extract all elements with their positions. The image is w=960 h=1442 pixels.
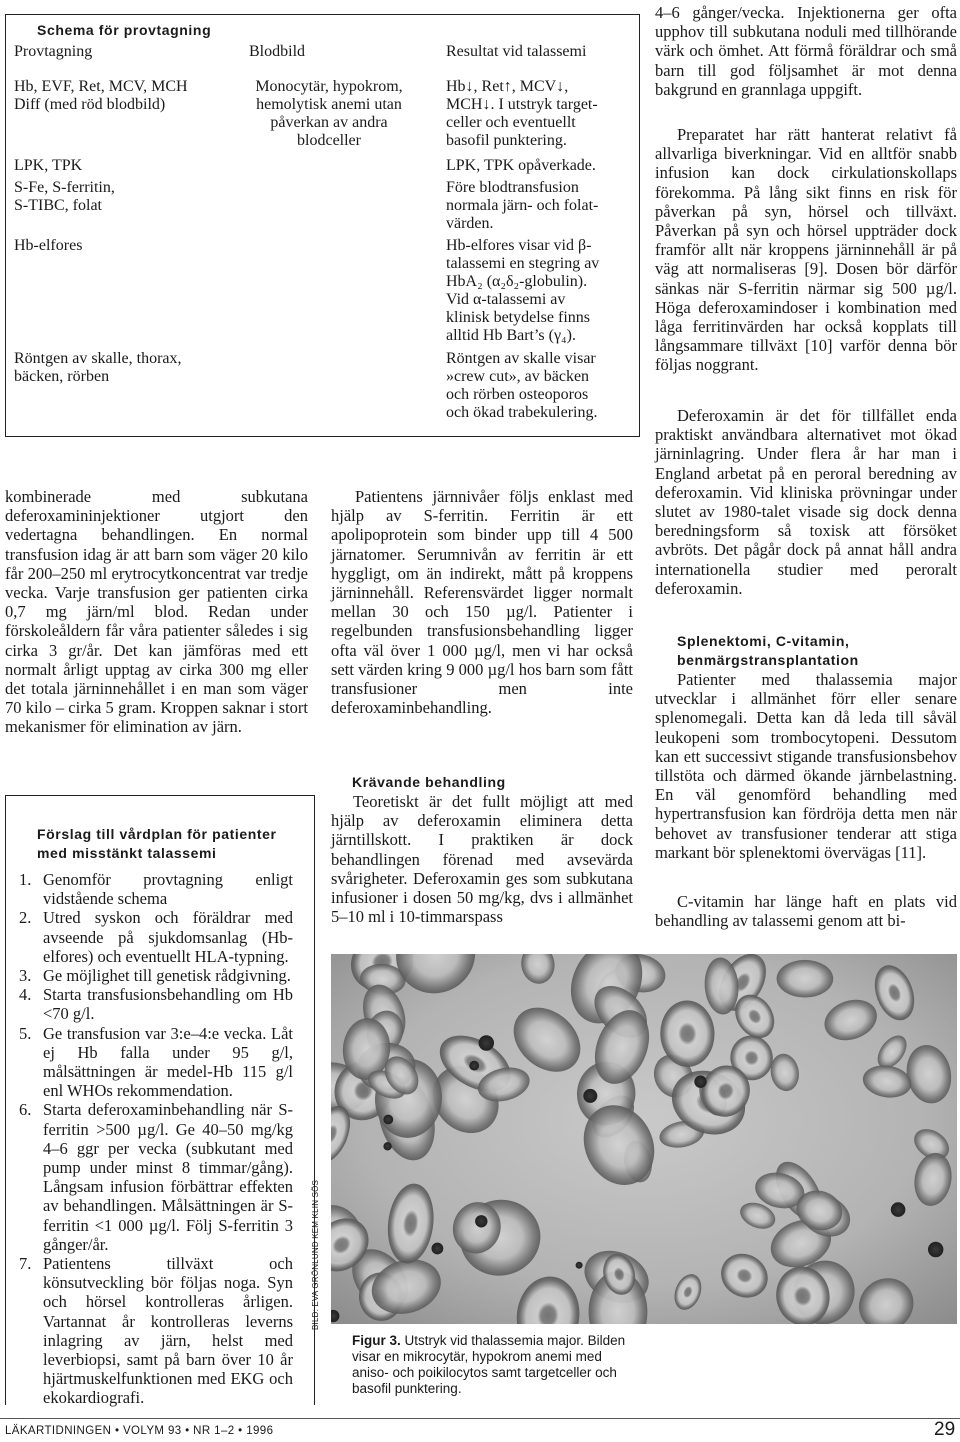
item-number: 2. (19, 908, 32, 928)
item-text: Ge möjlighet till genetisk rådgivning. (43, 966, 291, 986)
body-paragraph: 4–6 gånger/vecka. Injektionerna ger ofta upphov till subkutana noduli med tillhörande värk och ömhet. Att förmå föräldrar och små barn till god följsamhet är mot denna bakgrund en grannlaga uppgift. (655, 3, 957, 99)
table-cell: Före blodtransfusion (446, 179, 579, 196)
schema-row-test (14, 157, 82, 175)
table-cell: Vid α-talassemi av (446, 291, 566, 308)
table-cell: Hb-elfores (14, 237, 83, 254)
table-cell: Hb-elfores visar vid β- (446, 237, 592, 254)
table-cell: talassemi en stegring av (446, 255, 600, 272)
body-paragraph: Deferoxamin är det för tillfället enda praktiskt användbara alternativet mot ökad järninlagring. Under flera år har man i England arbetat på en peroral beredning av deferoxamin. Vid kliniska prövningar under slutet av 1980-talet visade sig dock denna beredningsform så toxisk att försöket avbröts. Det pågår dock på annat håll andra internationella studier med peroralt deferoxamin. (655, 406, 957, 598)
schema-row-result (446, 157, 596, 175)
item-text: Genomför provtagning enligt vidstående schema (43, 870, 293, 909)
table-cell: »crew cut», av bäcken (446, 368, 590, 385)
footer-rule (0, 1418, 960, 1419)
schema-row-test (14, 179, 115, 215)
section-heading: Splenektomi, C-vitamin, benmärgstransplantation (677, 633, 859, 668)
table-cell: Hb↓, Ret↑, MCV↓, (446, 78, 569, 95)
table-cell: blodceller (297, 132, 361, 149)
item-number: 4. (19, 985, 32, 1005)
list-item (19, 1254, 293, 1408)
section-heading: Krävande behandling (352, 774, 506, 790)
list-item (19, 870, 293, 908)
table-cell: celler och eventuellt (446, 114, 576, 131)
table-cell: bäcken, rörben (14, 368, 110, 385)
schema-header-blodbild: Blodbild (249, 43, 306, 60)
table-cell: S-Fe, S-ferritin, (14, 179, 115, 196)
blood-smear-image (331, 954, 957, 1324)
table-cell: och rörben osteoporos (446, 386, 589, 403)
schema-row-result (446, 179, 598, 233)
table-cell: HbA₂ (α₂δ₂-globulin). (446, 273, 588, 290)
basophilic-stippling-dot (576, 1262, 583, 1269)
item-text: Utred syskon och föräldrar med avseende på sjukdomsanlag (Hb-elfores) och eventuellt HLA-typning. (43, 908, 293, 966)
schema-row-result (446, 350, 598, 422)
item-number: 6. (19, 1100, 32, 1120)
table-cell: Röntgen av skalle, thorax, (14, 350, 182, 367)
body-paragraph: Preparatet har rätt hanterat relativt få allvarliga biverkningar. Vid en alltför snabb infusion kan dock cirkulationskollaps förekomma. På lång sikt finns en risk för påverkan på syn, hörsel och tillväxt. Påverkan på syn och hörsel uppträder dock framför allt när kroppens järninnehåll är på väg att normaliseras [9]. Dosen bör därför sänkas när S-ferritin närmar sig 500 µg/l. Höga deferoxamindoser i kombination med låga ferritinvärden har också kopplats till långsammare tillväxt [10] varför denna bör följas noggrant. (655, 125, 957, 375)
table-cell: Monocytär, hypokrom, (255, 78, 403, 95)
body-paragraph: Teoretiskt är det fullt möjligt att med hjälp av deferoxamin eliminera detta järntillskott. I praktiken är dock behandlingen förenad med avsevärda svårigheter. Deferoxamin ges som subkutana infusioner i dosen 50 mg/kg, dvs i allmänhet 5–10 ml i 10-timmarspass (331, 792, 633, 927)
item-number: 5. (19, 1023, 32, 1043)
basophilic-stippling-dot (891, 1202, 906, 1217)
table-cell: hemolytisk anemi utan (256, 96, 402, 113)
body-paragraph: Patientens järnnivåer följs enklast med hjälp av S-ferritin. Ferritin är ett apolipoprotein som binder upp till 4 500 järnatomer. Serumnivån av ferritin är ett hyggligt, om än indirekt, mått på kroppens järninnehåll. Referensvärdet ligger normalt mellan 30 och 150 µg/l. Patienter i regelbunden transfusionsbehandling ligger ofta väl över 1 000 µg/l, men vi har också sett värden kring 9 000 µg/l hos barn som fått transfusioner men inte deferoxaminbehandling. (331, 487, 633, 718)
schema-row-test (14, 237, 82, 255)
table-cell: Röntgen av skalle visar (446, 350, 596, 367)
basophilic-stippling-dot (928, 1242, 943, 1257)
care-plan-list (19, 870, 293, 1408)
basophilic-stippling-dot (383, 1115, 393, 1125)
item-number: 7. (19, 1254, 32, 1274)
item-text: Ge transfusion var 3:e–4:e vecka. Låt ej Hb falla under 95 g/l, målsättningen är medel-Hb 115 g/l enl WHOs rekommendation. (43, 1023, 293, 1101)
list-item (19, 1100, 293, 1254)
table-cell: S-TIBC, folat (14, 197, 102, 214)
item-number: 1. (19, 870, 32, 889)
schema-row-result (446, 78, 598, 150)
basophilic-stippling-dot (469, 1061, 479, 1071)
list-item (19, 1024, 293, 1101)
list-item (19, 908, 293, 966)
item-text: Patientens tillväxt och könsutveckling bör följas noga. Syn och hörsel kontrolleras årligen. Vartannat år kontrolleras leverns inlagring av järn, helst med leverbiopsi, samt på barn över 10 år hjärtmuskelfunktionen med EKG och ekokardiografi. (43, 1254, 293, 1408)
list-item (19, 985, 293, 1023)
basophilic-stippling-dot (383, 1142, 391, 1150)
photo-credit (311, 1179, 325, 1344)
table-cell: MCH↓. I utstryk target- (446, 96, 598, 113)
body-paragraph: Patienter med thalassemia major utvecklar i allmänhet förr eller senare splenomegali. Detta kan då leda till såväl leukopeni som trombocytopeni. Dessutom kan ett successivt stigande transfusionsbehov tillstöta och därmed ökande järnbelastning. En väl genomförd behandling med hypertransfusion kan fördröja detta men när behovet av transfusioner tenderar att stiga markant bör splenektomi övervägas [11]. (655, 670, 957, 862)
basophilic-stippling-dot (694, 1076, 706, 1088)
basophilic-stippling-dot (583, 1089, 597, 1103)
table-cell: Diff (med röd blodbild) (14, 96, 166, 113)
basophilic-stippling-dot (432, 1243, 444, 1255)
figure-caption (352, 1333, 642, 1397)
schema-row-test (14, 78, 188, 114)
basophilic-stippling-dot (475, 1215, 487, 1227)
photo-credit-text: BILD: EVA GRÖNLUND KEM KLIN SÖS (311, 1179, 320, 1330)
table-cell: värden. (446, 215, 494, 232)
list-item (19, 966, 293, 985)
basophilic-stippling-dot (479, 1035, 494, 1050)
figure-caption-text: Utstryk vid thalassemia major. Bilden visar en mikrocytär, hypokrom anemi med aniso- och poikilocytos samt targetceller och basofil punktering. (352, 1333, 626, 1396)
journal-footer: LÄKARTIDNINGEN • VOLYM 93 • NR 1–2 • 1996 (5, 1425, 274, 1437)
table-cell: alltid Hb Bart’s (γ₄). (446, 327, 576, 344)
body-paragraph: kombinerade med subkutana deferoxamininjektioner utgjort den vedertagna behandlingen. En normal transfusion idag är att barn som väger 20 kilo får 200–250 ml erytrocytkoncentrat var tredje vecka. Varje transfusion ger patienten cirka 0,7 mg järn/ml blod. Redan under förskoleåldern får våra patienter således i sig cirka 3 gr/år. Det kan jämföras med ett normalt årligt upptag av cirka 300 mg eller det totala järninnehållet i en man som väger 70 kilo – cirka 5 gram. Kroppen saknar i stort mekanismer för elimination av järn. (5, 487, 308, 737)
table-cell: normala järn- och folat- (446, 197, 599, 214)
schema-title: Schema för provtagning (37, 22, 212, 38)
schema-row-result (446, 237, 599, 345)
table-cell: basofil punktering. (446, 132, 567, 149)
body-paragraph: C-vitamin har länge haft en plats vid behandling av talassemi genom att bi- (655, 892, 957, 931)
item-text: Starta deferoxaminbehandling när S-ferritin >500 µg/l. Ge 40–50 mg/kg 4–6 ggr per vecka (subkutant med pump under minst 8 timmar/gång). Långsam infusion förbättrar effekten av behandlingen. Målsättningen är S-ferritin <1 000 µg/l. Följ S-ferritin 3 gånger/år. (43, 1100, 293, 1254)
blood-smear-micrograph (331, 954, 957, 1324)
care-plan-title: Förslag till vårdplan för patienter med misstänkt talassemi (37, 826, 277, 861)
item-number: 3. (19, 966, 32, 986)
red-blood-cell (777, 960, 834, 998)
table-cell: och ökad trabekulering. (446, 404, 598, 421)
table-cell: påverkan av andra (270, 114, 388, 131)
table-cell: LPK, TPK (14, 157, 83, 174)
page-number: 29 (934, 1419, 956, 1440)
table-cell: LPK, TPK opåverkade. (446, 157, 596, 174)
item-text: Starta transfusionsbehandling om Hb <70 g/l. (43, 985, 293, 1024)
table-cell: klinisk betydelse finns (446, 309, 590, 326)
schema-row-test (14, 350, 182, 386)
schema-header-provtagning: Provtagning (14, 43, 93, 60)
table-cell: Hb, EVF, Ret, MCV, MCH (14, 78, 188, 95)
figure-label: Figur 3. (352, 1333, 401, 1348)
schema-row-blood (249, 78, 409, 150)
schema-header-resultat: Resultat vid talassemi (446, 43, 587, 60)
